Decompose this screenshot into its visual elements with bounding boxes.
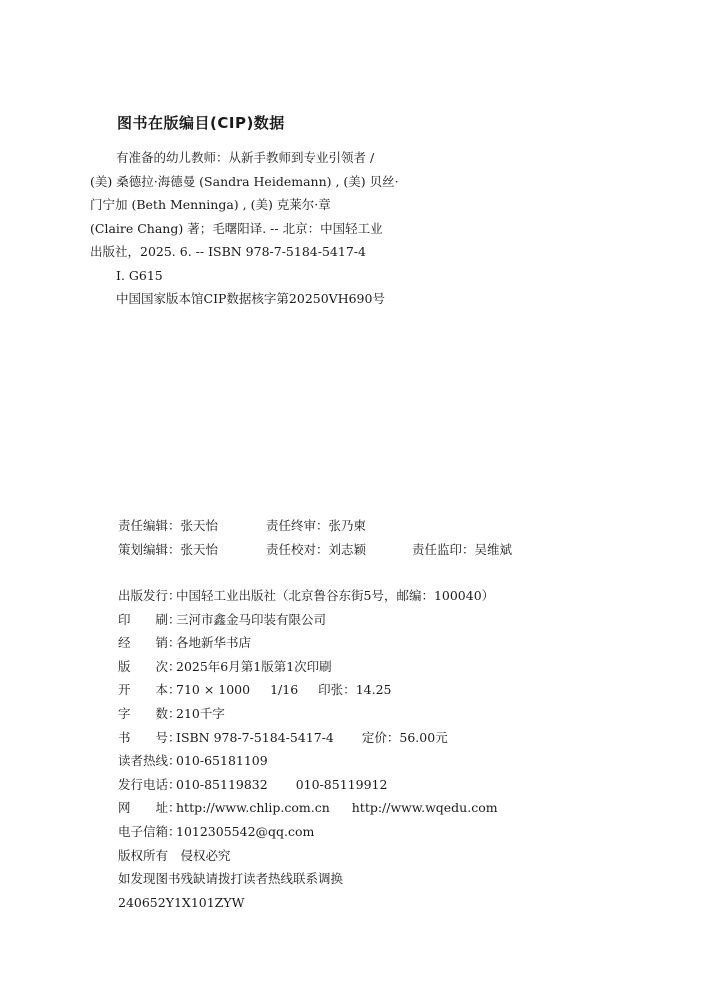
printer-line: 印 刷：三河市鑫金马印装有限公司: [118, 611, 327, 627]
distributor-line: 经 销：各地新华书店: [118, 635, 252, 651]
email-link[interactable]: 1012305542@qq.com: [176, 823, 315, 839]
final-reviewer-entry: 责任终审：张乃柬: [266, 518, 367, 533]
publisher-line: 出版发行：中国轻工业出版社（北京鲁谷东街5号，邮编：100040）: [118, 588, 495, 603]
word-count-line: 字 数：210千字: [118, 705, 225, 721]
cip-line: 门宁加 (Beth Menninga) , (美) 克莱尔·章: [90, 197, 331, 212]
email-line: 电子信箱：1012305542@qq.com: [118, 823, 315, 839]
website-line: 网 址：http://www.chlip.com.cn http://www.wqedu.com: [118, 800, 498, 816]
editor-entry: 责任编辑：张天怡: [118, 518, 219, 533]
website-link-1[interactable]: http://www.chlip.com.cn: [176, 800, 330, 816]
edition-line: 版 次：2025年6月第1版第1次印刷: [118, 658, 332, 674]
cip-line: 有准备的幼儿教师：从新手教师到专业引领者 /: [116, 150, 375, 165]
product-code-line: 240652Y1X101ZYW: [118, 894, 245, 910]
planning-editor-entry: 策划编辑：张天怡: [118, 542, 219, 557]
rights-line: 版权所有 侵权必究: [118, 847, 231, 863]
website-link-2[interactable]: http://www.wqedu.com: [351, 800, 498, 816]
cip-line: 出版社，2025. 6. -- ISBN 978-7-5184-5417-4: [90, 244, 366, 259]
isbn-line: 书 号：ISBN 978-7-5184-5417-4 定价：56.00元: [118, 729, 448, 745]
format-line: 开 本：710 × 1000 1/16 印张：14.25: [118, 682, 392, 698]
publication-info: [118, 584, 498, 914]
reader-hotline-line: 读者热线：010-65181109: [118, 753, 268, 769]
cip-line: (美) 桑德拉·海德曼 (Sandra Heidemann) , (美) 贝丝·: [90, 173, 399, 189]
cip-classification: Ⅰ. G615: [116, 267, 163, 283]
cip-record: [90, 146, 420, 311]
distribution-phone-line: 发行电话：010-85119832 010-85119912: [118, 776, 388, 792]
notice-line: 如发现图书残缺请拨打读者热线联系调换: [118, 871, 344, 887]
print-supervisor-entry: 责任监印：吴维斌: [412, 542, 513, 557]
cip-title: 图书在版编目(CIP)数据: [117, 114, 285, 132]
cip-number: 中国国家版本馆CIP数据核字第20250VH690号: [116, 291, 385, 306]
proofreader-entry: 责任校对：刘志颖: [266, 542, 367, 557]
cip-line: (Claire Chang) 著；毛曙阳译. -- 北京：中国轻工业: [90, 220, 383, 236]
